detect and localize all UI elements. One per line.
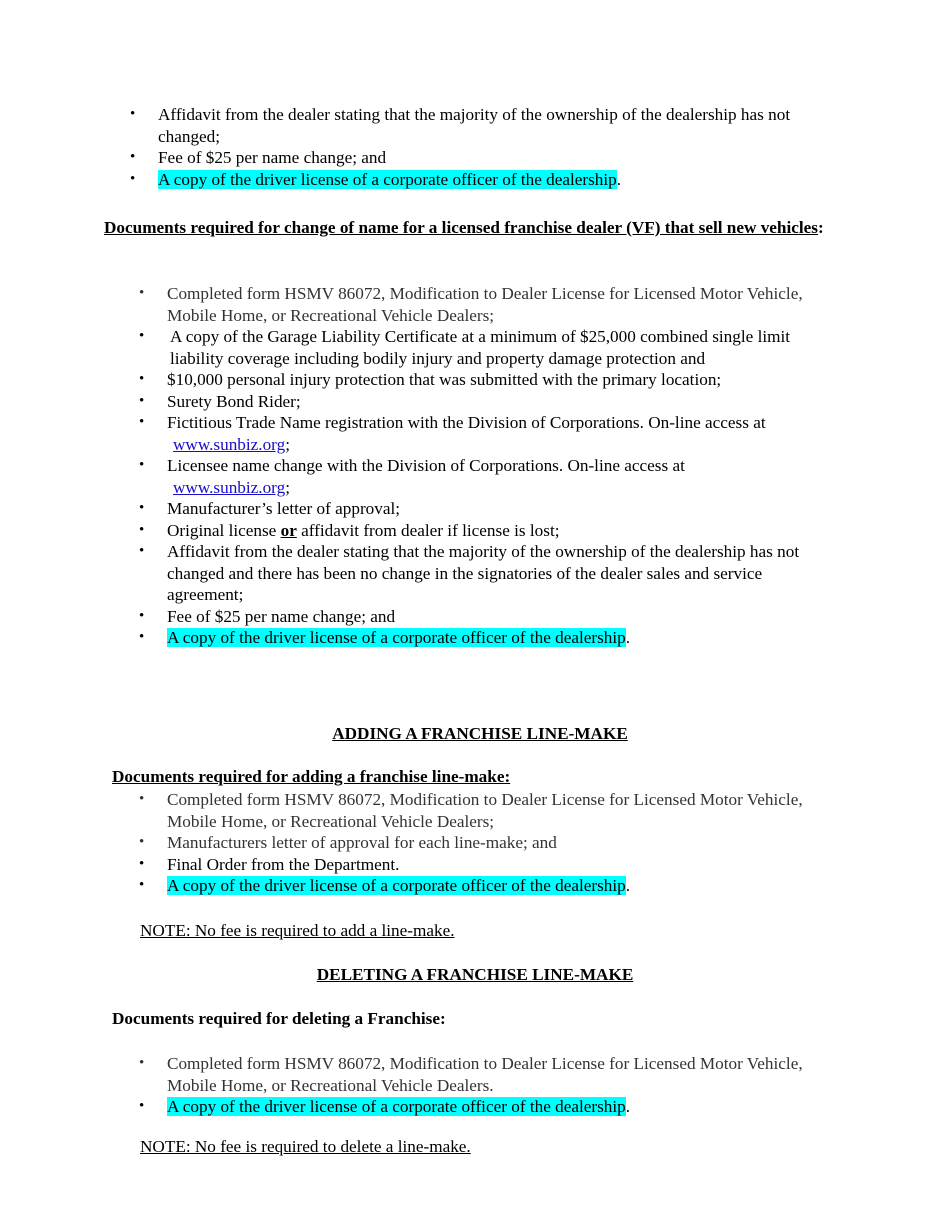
list-item: • Fee of $25 per name change; and [139, 606, 396, 626]
list-item: • Completed form HSMV 86072, Modification to Dealer License for Licensed Motor Vehicle, Mobile Home, or Recreational Vehicle Dealers; [139, 284, 803, 325]
list-item: • Licensee name change with the Division of Corporations. On-line access at www.sunbiz.org; [139, 456, 685, 497]
list-item: • Completed form HSMV 86072, Modification to Dealer License for Licensed Motor Vehicle, Mobile Home, or Recreational Vehicle Dealers. [139, 1054, 803, 1095]
list-item: • Original license or affidavit from dealer if license is lost; [139, 520, 560, 540]
top-list [130, 104, 818, 190]
list-item: • Completed form HSMV 86072, Modification to Dealer License for Licensed Motor Vehicle, Mobile Home, or Recreational Vehicle Dealers; [139, 790, 803, 831]
list-item: • Surety Bond Rider; [139, 391, 301, 411]
list-item: • Affidavit from the dealer stating that the majority of the ownership of the dealership has not changed; [130, 105, 791, 146]
list-item: • A copy of the driver license of a corporate officer of the dealership. [139, 628, 631, 647]
list-item: • A copy of the driver license of a corporate officer of the dealership. [130, 169, 622, 189]
list-item: • A copy of the Garage Liability Certificate at a minimum of $25,000 combined single limit liability coverage including bodily injury and property damage protection and [139, 327, 791, 368]
highlighted-text: A copy of the driver license of a corporate officer of the dealership [158, 169, 617, 189]
vf-requirements-list [139, 283, 827, 649]
highlighted-text: A copy of the driver license of a corporate officer of the dealership [167, 628, 626, 647]
deleting-requirements-list [139, 1053, 827, 1118]
sunbiz-link[interactable]: www.sunbiz.org [173, 434, 286, 454]
adding-requirements-list [139, 789, 827, 897]
list-item: • Manufacturers letter of approval for each line-make; and [139, 833, 557, 852]
deleting-line-make-title: DELETING A FRANCHISE LINE-MAKE [316, 965, 634, 984]
list-item: • Affidavit from the dealer stating that the majority of the ownership of the dealership has not changed and there has been no change in the signatories of the dealer sales and service agreement; [139, 542, 800, 604]
list-item: • $10,000 personal injury protection that was submitted with the primary location; [139, 370, 722, 389]
adding-fee-note: NOTE: No fee is required to add a line-make. [140, 921, 455, 940]
adding-heading: Documents required for adding a franchise line-make: [112, 767, 511, 786]
sunbiz-link[interactable]: www.sunbiz.org [173, 477, 286, 497]
vf-section-heading: Documents required for change of name for a licensed franchise dealer (VF) that sell new vehicles: [104, 218, 824, 237]
list-item: • Manufacturer’s letter of approval; [139, 499, 401, 518]
adding-line-make-title: ADDING A FRANCHISE LINE-MAKE [332, 724, 628, 743]
list-item: • A copy of the driver license of a corporate officer of the dealership. [139, 876, 631, 895]
highlighted-text: A copy of the driver license of a corporate officer of the dealership [167, 1097, 626, 1116]
list-item: • Fee of $25 per name change; and [130, 148, 387, 167]
list-item: • A copy of the driver license of a corporate officer of the dealership. [139, 1097, 631, 1116]
list-item: • Final Order from the Department. [139, 854, 400, 874]
deleting-fee-note: NOTE: No fee is required to delete a line-make. [140, 1137, 471, 1156]
highlighted-text: A copy of the driver license of a corporate officer of the dealership [167, 876, 626, 895]
list-item: • Fictitious Trade Name registration with the Division of Corporations. On-line access at www.sunbiz.org; [139, 413, 766, 454]
deleting-heading: Documents required for deleting a Franchise: [112, 1009, 446, 1028]
